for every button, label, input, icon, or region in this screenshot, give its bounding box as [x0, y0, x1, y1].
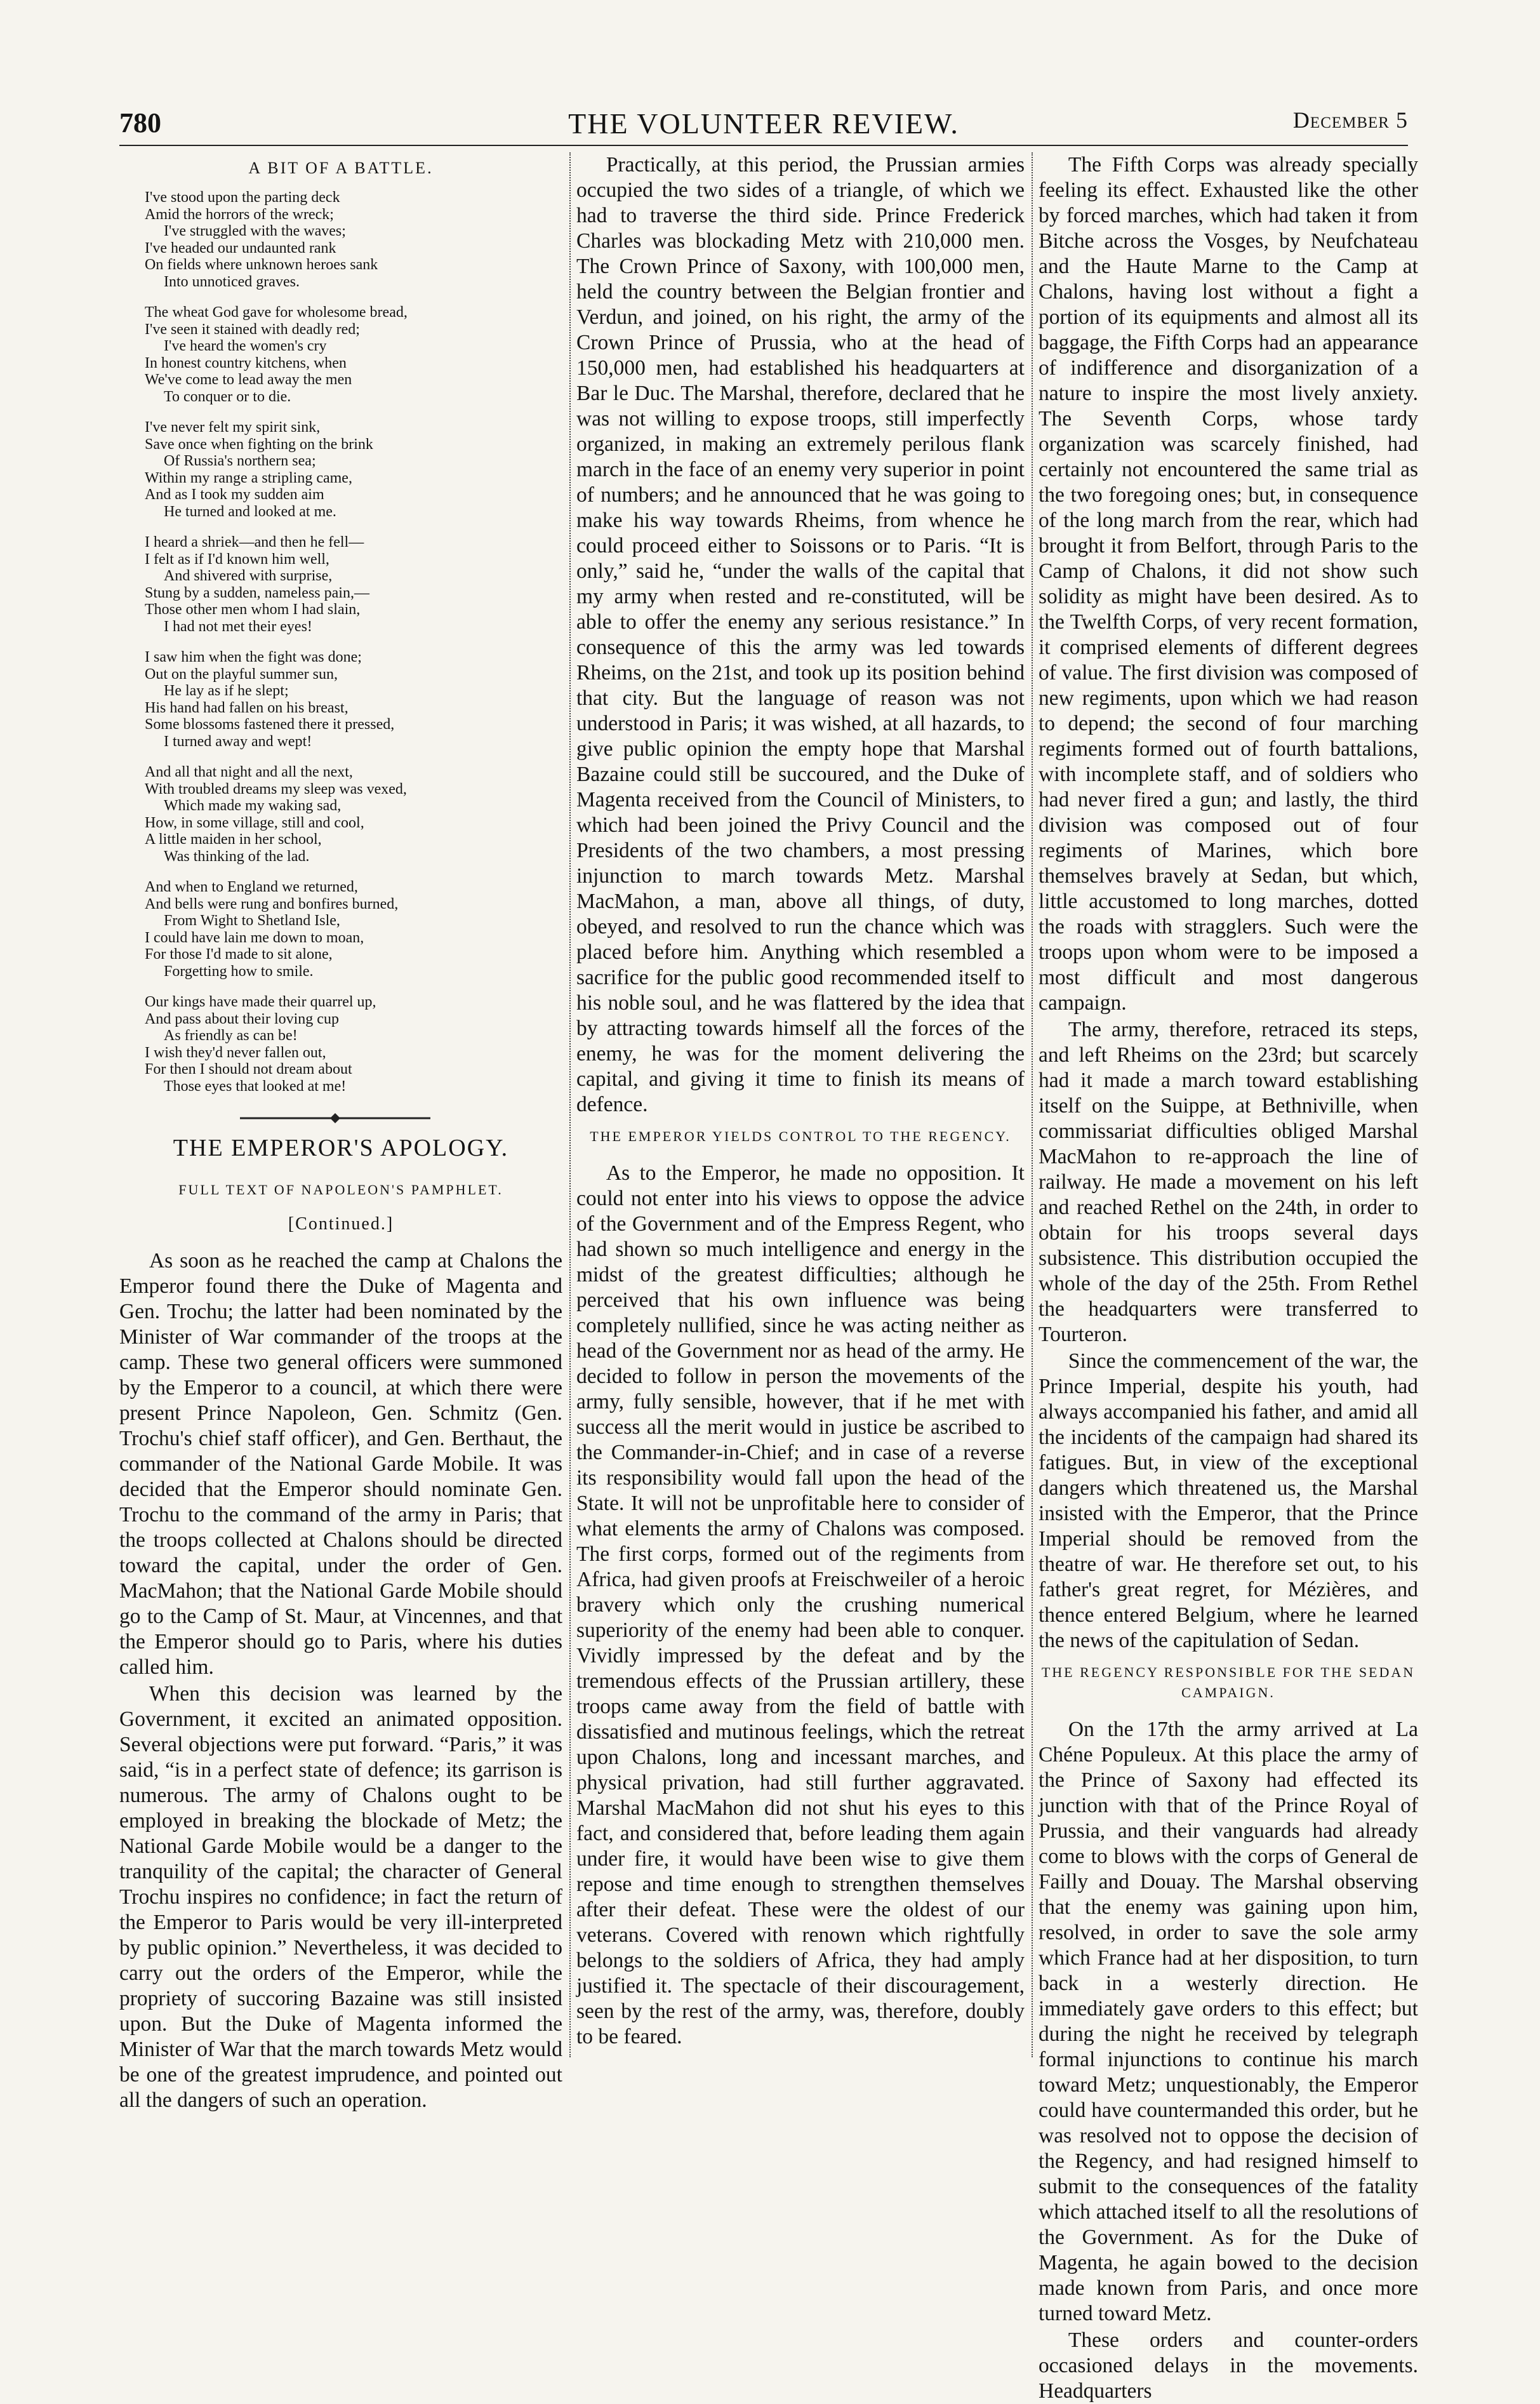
- paragraph: Since the commencement of the war, the Prince Imperial, despite his youth, had always accompanied his father, and amid all the incidents of the campaign had shared its fatigues. But, in view of the exceptional dangers which threatened us, the Marshal insisted with the Emperor, that the Prince Imperial should be removed from the theatre of war. He therefore set out, to his father's great regret, for Mézières, and thence entered Belgium, where he learned the news of the capitulation of Sedan.: [1039, 1349, 1418, 1652]
- paragraph: As to the Emperor, he made no opposition. It could not enter into his views to oppose the advice of the Government and of the Empress Regent, who had shown so much intelligence and energy in the midst of the greatest difficulties; although he perceived that his own influence was being completely nullified, since he was acting neither as head of the Government nor as head of the army. He decided to follow in person the movements of the army, fully sensible, however, that if he met with success all the merit would in justice be ascribed to the Commander-in-Chief; and in case of a reverse its responsibility would fall upon the head of the State. It will not be unprofitable here to consider of what elements the army of Chalons was composed. The first corps, formed out of the regiments from Africa, had given proofs at Freischweiler of a heroic bravery which only the crushing numerical superiority of the enemy had been able to conquer. Vividly impressed by the defeat and by the tremendous effects of the Prussian artillery, these troops came away from the field of battle with dissatisfied and mutinous feelings, which the retreat upon Chalons, long and incessant marches, and physical privation, had still further aggravated. Marshal MacMahon did not shut his eyes to this fact, and considered that, before leading them again under fire, it would have been wise to give them repose and time enough to strengthen themselves after their defeat. These were the oldest of our veterans. Covered with renown which rightfully belongs to the soldiers of Africa, they had amply justified it. The spectacle of their discouragement, seen by the rest of the army, was, therefore, doubly to be feared.: [576, 1161, 1025, 2048]
- poem-line: Was thinking of the lad.: [164, 848, 310, 865]
- section-subhead: THE EMPEROR YIELDS CONTROL TO THE REGENCY.: [590, 1128, 1011, 1144]
- article-subtitle: FULL TEXT OF NAPOLEON'S PAMPHLET.: [178, 1182, 503, 1198]
- ornament-rule-icon: [240, 1112, 430, 1124]
- paragraph: When this decision was learned by the Government, it excited an animated opposition. Several objections were put forward. “Paris,” it was said, “is in a perfect state of defence; its garrison is numerous. The army of Chalons ought to be employed in breaking the blockade of Metz; the National Garde Mobile would be a danger to the tranquility of the capital; the character of General Trochu inspires no confidence; in fact the return of the Emperor to Paris would be very ill-interpreted by public opinion.” Nevertheless, it was decided to carry out the orders of the Emperor, while the propriety of succoring Bazaine was still insisted upon. But the Duke of Magenta informed the Minister of War that the march towards Metz would be one of the greatest imprudence, and pointed out all the dangers of such an operation.: [119, 1682, 562, 2112]
- poem-line: For those I'd made to sit alone,: [145, 946, 333, 963]
- poem-line: Those other men whom I had slain,: [145, 601, 361, 618]
- poem-line: A little maiden in her school,: [145, 831, 322, 848]
- paragraph: These orders and counter-orders occasioned delays in the movements. Headquarters: [1039, 2328, 1418, 2403]
- article-text: [1039, 1717, 1418, 2404]
- poem-line: I had not met their eyes!: [164, 618, 312, 635]
- poem-line: I heard a shriek—and then he fell—: [145, 534, 364, 551]
- poem-line: Forgetting how to smile.: [164, 963, 314, 980]
- poem-line: And all that night and all the next,: [145, 764, 353, 780]
- poem-line: I've struggled with the waves;: [164, 223, 346, 239]
- poem-line: I felt as if I'd known him well,: [145, 551, 329, 568]
- paragraph: On the 17th the army arrived at La Chéne Populeux. At this place the army of the Prince of Saxony had effected its junction with that of the Prince Royal of Prussia, and their vanguards had already come to blows with the corps of General de Failly and Douay. The Marshal observing that the enemy was gaining upon him, resolved, in order to save the sole army which France had at her disposition, to turn back in a westerly direction. He immediately gave orders to this effect; but during the night he received by telegraph formal injunctions to continue his march toward Metz; unquestionably, the Emperor could have countermanded this order, but he was resolved not to oppose the decision of the Regency, and had resigned himself to submit to the consequences of the fatality which attached itself to all the resolutions of the Government. As for the Duke of Magenta, he again bowed to the decision made known from Paris, and once more turned toward Metz.: [1039, 1718, 1418, 2325]
- poem-line: I turned away and wept!: [164, 733, 312, 750]
- poem-line: Stung by a sudden, nameless pain,—: [145, 584, 369, 601]
- poem-line: I've never felt my spirit sink,: [145, 419, 321, 436]
- poem-line: Which made my waking sad,: [164, 798, 342, 814]
- poem-line: And shivered with surprise,: [164, 568, 333, 584]
- column-3: [1039, 152, 1418, 2403]
- poem-line: In honest country kitchens, when: [145, 354, 347, 371]
- poem-stanza: [145, 189, 562, 290]
- poem-line: Amid the horrors of the wreck;: [145, 206, 334, 223]
- page-date: December 5: [1292, 107, 1408, 133]
- poem-stanza: [145, 419, 562, 520]
- article-text: [576, 1161, 1025, 2050]
- poem-line: From Wight to Shetland Isle,: [164, 912, 340, 929]
- poem-line: For then I should not dream about: [145, 1061, 352, 1078]
- column-divider: [1032, 152, 1033, 2057]
- poem-line: And pass about their loving cup: [145, 1010, 339, 1027]
- paragraph: The army, therefore, retraced its steps, and left Rheims on the 23rd; but scarcely had it made a march toward establishing itself on the Suippe, at Bethniville, when commissariat difficulties obliged Marshal MacMahon to re-approach the line of railway. He made a movement on his left and reached Rethel on the 24th, in order to obtain for his troops several days subsistence. This distribution occupied the whole of the day of the 25th. From Rethel the headquarters were transferred to Tourteron.: [1039, 1018, 1418, 1346]
- poem-line: How, in some village, still and cool,: [145, 814, 364, 831]
- paragraph: As soon as he reached the camp at Chalons the Emperor found there the Duke of Magenta and Gen. Trochu; the latter had been nominated by the Minister of War commander of the troops at the camp. These two general officers were summoned by the Emperor to a council, at which there were present Prince Napoleon, Gen. Schmitz (Gen. Trochu's chief staff officer), and Gen. Berthaut, the commander of the National Garde Mobile. It was decided that the Emperor should nominate Gen. Trochu to the command of the army in Paris; that the troops collected at Chalons should be directed toward the capital, under the order of Gen. MacMahon; that the National Garde Mobile should go to the Camp of St. Maur, at Vincennes, and that the Emperor should go to Paris, where his duties called him.: [119, 1249, 562, 1679]
- poem-line: I saw him when the fight was done;: [145, 649, 362, 665]
- poem-line: To conquer or to die.: [164, 388, 291, 405]
- section-subhead: THE REGENCY RESPONSIBLE FOR THE SEDAN CAMPAIGN.: [1041, 1664, 1416, 1700]
- poem-line: And as I took my sudden aim: [145, 486, 324, 503]
- paragraph: The Fifth Corps was already specially feeling its effect. Exhausted like the other by forced marches, which had taken it from Bitche across the Vosges, by Neufchateau and the Haute Marne to the Camp at Chalons, having lost without a fight a portion of its equipments and almost all its baggage, the Fifth Corps had an appearance of indifference and disorganization of a nature to inspire the most lively anxiety. The Seventh Corps, whose tardy organization was scarcely finished, had certainly not encountered the same trial as the two foregoing ones; but, in consequence of the long march from the rear, which had brought it from Belfort, through Paris to the Camp of Chalons, it did not show such solidity as might have been desired. As to the Twelfth Corps, of very recent formation, it comprised elements of different degrees of value. The first division was composed of new regiments, upon which we had reason to depend; the second of four marching regiments formed out of fourth battalions, with incomplete staff, and of soldiers who had never fired a gun; and lastly, the third division was composed out of four regiments of Marines, which bore themselves bravely at Sedan, but which, little accustomed to long marches, dotted the roads with stragglers. Such were the troops upon whom were to be imposed a most difficult and most dangerous campaign.: [1039, 153, 1418, 1015]
- ornament-divider: [119, 1109, 562, 1128]
- poem-line: As friendly as can be!: [164, 1027, 298, 1044]
- article-text: [119, 1248, 562, 2113]
- poem-stanza: [145, 534, 562, 635]
- poem-line: With troubled dreams my sleep was vexed,: [145, 780, 407, 798]
- poem-line: Save once when fighting on the brink: [145, 436, 373, 453]
- header-rule: [119, 145, 1408, 146]
- column-2: [576, 152, 1025, 2057]
- poem-stanza: [145, 879, 562, 980]
- poem-line: He lay as if he slept;: [164, 683, 289, 699]
- poem-stanza: [145, 649, 562, 750]
- poem-line: Out on the playful summer sun,: [145, 665, 338, 683]
- column-1: [119, 152, 562, 2112]
- poem-line: Of Russia's northern sea;: [164, 453, 316, 469]
- poem-line: The wheat God gave for wholesome bread,: [145, 304, 408, 321]
- poem-line: On fields where unknown heroes sank: [145, 257, 378, 273]
- poem-line: I've heard the women's cry: [164, 338, 327, 354]
- continued-note: [Continued.]: [288, 1214, 394, 1234]
- poem-line: Into unnoticed graves.: [164, 273, 300, 290]
- poem-line: I've seen it stained with deadly red;: [145, 321, 360, 338]
- page-header: [119, 107, 1408, 145]
- poem-stanza: [145, 764, 562, 865]
- poem-line: I've stood upon the parting deck: [145, 189, 340, 206]
- column-divider: [569, 152, 571, 2057]
- poem-line: I wish they'd never fallen out,: [145, 1044, 326, 1061]
- poem-stanza: [145, 994, 562, 1095]
- poem-line: We've come to lead away the men: [145, 371, 352, 388]
- poem-line: His hand had fallen on his breast,: [145, 699, 348, 716]
- poem-line: I've headed our undaunted rank: [145, 239, 336, 257]
- poem-body: [119, 189, 562, 1095]
- article-title: THE EMPEROR'S APOLOGY.: [173, 1135, 509, 1161]
- poem-line: Some blossoms fastened there it pressed,: [145, 716, 395, 733]
- poem-line: Our kings have made their quarrel up,: [145, 994, 376, 1010]
- page-number: 780: [119, 107, 161, 138]
- poem-stanza: [145, 304, 562, 405]
- running-title: THE VOLUNTEER REVIEW.: [568, 107, 959, 140]
- paragraph: Practically, at this period, the Prussian armies occupied the two sides of a triangle, of which we had to traverse the third side. Prince Frederick Charles was blockading Metz with 210,000 men. The Crown Prince of Saxony, with 100,000 men, held the country between the Belgian frontier and Verdun, and joined, on his right, the army of the Crown Prince of Prussia, who at the head of 150,000 men, had established his headquarters at Bar le Duc. The Marshal, therefore, declared that he was not willing to expose troops, still imperfectly organized, in making an extremely perilous flank march in the face of an enemy very superior in point of numbers; and he announced that he was going to make his way towards Rheims, from whence he could proceed either to Soissons or to Paris. “It is only,” said he, “under the walls of the capital that my army when rested and re-constituted, will be able to offer the enemy any serious resistance.” In consequence of this the army was led towards Rheims, on the 21st, and took up its position behind that city. But the language of reason was not understood in Paris; it was wished, at all hazards, to give public opinion the empty hope that Marshal Bazaine could still be succoured, and the Duke of Magenta received from the Council of Ministers, to which had been joined the Privy Council and the Presidents of the two chambers, a most pressing injunction to march towards Metz. Marshal MacMahon, a man, above all things, of duty, obeyed, and resolved to run the chance which was placed before him. Anything which resembled a sacrifice for the public good recommended itself to his noble soul, and he was flattered by the idea that by attracting towards himself all the forces of the enemy, he was for the moment delivering the capital, and giving it time to finish its means of defence.: [576, 153, 1025, 1116]
- poem-line: He turned and looked at me.: [164, 503, 336, 520]
- poem-line: Those eyes that looked at me!: [164, 1078, 347, 1095]
- poem-line: Within my range a stripling came,: [145, 469, 352, 486]
- poem-title: A BIT OF A BATTLE.: [248, 159, 434, 177]
- poem-line: And bells were rung and bonfires burned,: [145, 895, 399, 912]
- article-text: [576, 152, 1025, 1118]
- poem-line: I could have lain me down to moan,: [145, 929, 364, 946]
- article-text: [1039, 152, 1418, 1653]
- poem-line: And when to England we returned,: [145, 879, 358, 895]
